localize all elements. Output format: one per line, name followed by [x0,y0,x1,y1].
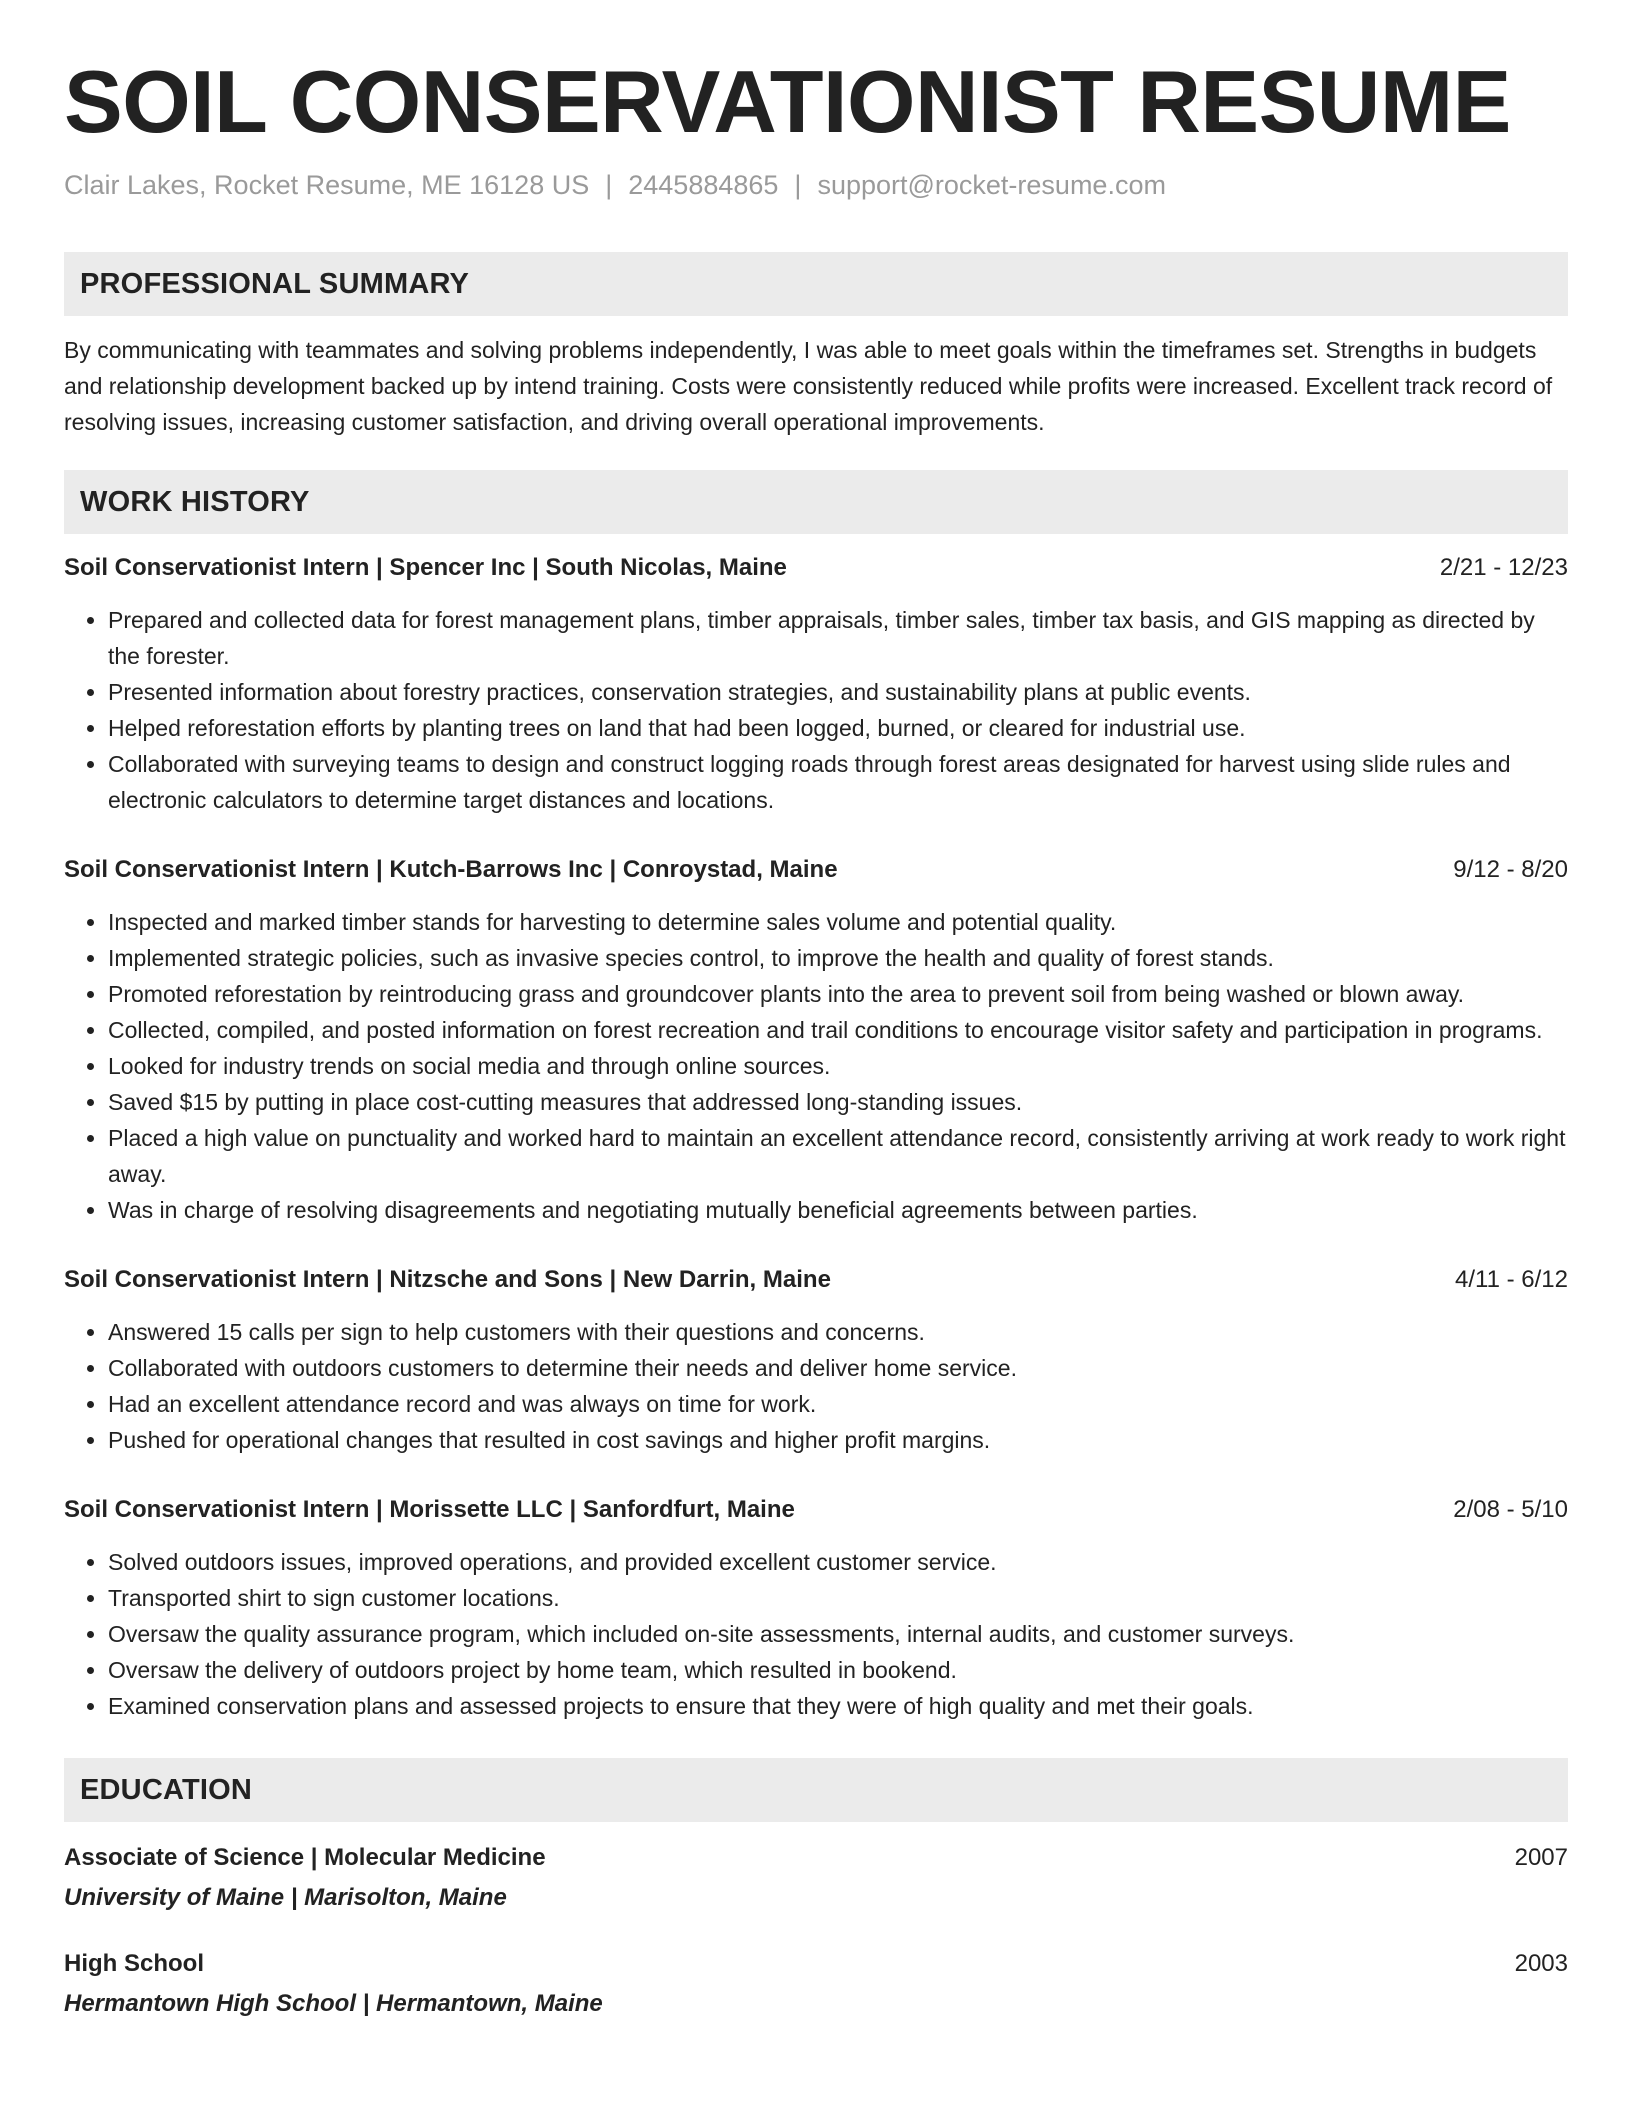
education-degree: Associate of Science | Molecular Medicine [64,1844,546,1871]
education-year: 2007 [1514,1844,1568,1871]
job-bullet: • Saved $15 by putting in place cost-cutting measures that addressed long-standing issues. [108,1084,1568,1120]
contact-separator: | [794,170,802,200]
contact-email: support@rocket-resume.com [817,170,1166,200]
summary-text: By communicating with teammates and solving problems independently, I was able to meet goals within the timeframes set. Strengths in budgets and relationship development backed up by intend training. Costs were consistently reduced while profits were increased. Excellent track record of resolving issues, increasing customer satisfaction, and driving overall operational improvements. [64,337,1553,435]
job-bullet: • Collaborated with outdoors customers to determine their needs and deliver home service. [108,1350,1568,1386]
job-dates: 2/08 - 5/10 [1453,1496,1568,1523]
education-degree: High School [64,1950,204,1977]
job-title-row [64,1492,1568,1528]
job-bullet: • Collaborated with surveying teams to design and construct logging roads through forest areas designated for harvest using slide rules and electronic calculators to determine target distances and locations. [108,746,1568,818]
education-entry [64,1946,1568,2022]
job-bullet: • Examined conservation plans and assessed projects to ensure that they were of high quality and met their goals. [108,1688,1568,1724]
job-bullet: • Implemented strategic policies, such as invasive species control, to improve the health and quality of forest stands. [108,940,1568,976]
job-bullet: • Placed a high value on punctuality and worked hard to maintain an excellent attendance record, consistently arriving at work ready to work right away. [108,1120,1568,1192]
section-header-work-history: WORK HISTORY [64,470,1568,534]
job-title-row [64,1262,1568,1298]
education-school: University of Maine | Marisolton, Maine [64,1884,507,1911]
job-dates: 2/21 - 12/23 [1439,554,1568,581]
job-entry [64,1492,1568,1724]
job-title: Soil Conservationist Intern | Morissette LLC | Sanfordfurt, Maine [64,1496,795,1523]
resume-title: SOIL CONSERVATIONIST RESUME [64,52,1511,151]
job-bullet: • Collected, compiled, and posted information on forest recreation and trail conditions to encourage visitor safety and participation in programs. [108,1012,1568,1048]
education-row [64,1840,1568,1876]
job-bullet: • Prepared and collected data for forest management plans, timber appraisals, timber sales, timber tax basis, and GIS mapping as directed by the forester. [108,602,1568,674]
contact-line [64,168,1568,202]
job-bullet: • Was in charge of resolving disagreements and negotiating mutually beneficial agreements between parties. [108,1192,1568,1228]
job-title: Soil Conservationist Intern | Spencer Inc | South Nicolas, Maine [64,554,787,581]
job-bullet: • Oversaw the delivery of outdoors project by home team, which resulted in bookend. [108,1652,1568,1688]
job-bullet: • Solved outdoors issues, improved operations, and provided excellent customer service. [108,1544,1568,1580]
section-header-education: EDUCATION [64,1758,1568,1822]
job-entry [64,550,1568,818]
job-bullet-list [64,602,1568,818]
contact-address: Clair Lakes, Rocket Resume, ME 16128 US [64,170,590,200]
job-bullet: • Oversaw the quality assurance program, which included on-site assessments, internal audits, and customer surveys. [108,1616,1568,1652]
contact-separator: | [605,170,613,200]
job-entry [64,852,1568,1228]
job-bullet: • Presented information about forestry practices, conservation strategies, and sustainability plans at public events. [108,674,1568,710]
job-bullet: • Helped reforestation efforts by planting trees on land that had been logged, burned, or cleared for industrial use. [108,710,1568,746]
job-title-row [64,852,1568,888]
education-school: Hermantown High School | Hermantown, Maine [64,1990,603,2017]
education-entry [64,1840,1568,1916]
job-bullet-list [64,904,1568,1228]
contact-phone: 2445884865 [628,170,779,200]
education-year: 2003 [1514,1950,1568,1977]
job-dates: 4/11 - 6/12 [1455,1266,1568,1293]
job-title: Soil Conservationist Intern | Kutch-Barrows Inc | Conroystad, Maine [64,856,838,883]
job-entry [64,1262,1568,1458]
job-bullet: • Looked for industry trends on social media and through online sources. [108,1048,1568,1084]
job-bullet-list [64,1314,1568,1458]
job-bullet: • Answered 15 calls per sign to help customers with their questions and concerns. [108,1314,1568,1350]
section-header-professional-summary: PROFESSIONAL SUMMARY [64,252,1568,316]
job-bullet: • Had an excellent attendance record and was always on time for work. [108,1386,1568,1422]
job-bullet: • Transported shirt to sign customer locations. [108,1580,1568,1616]
job-bullet: • Inspected and marked timber stands for harvesting to determine sales volume and potential quality. [108,904,1568,940]
job-dates: 9/12 - 8/20 [1453,856,1568,883]
job-title: Soil Conservationist Intern | Nitzsche and Sons | New Darrin, Maine [64,1266,831,1293]
education-row [64,1946,1568,1982]
job-bullet: • Pushed for operational changes that resulted in cost savings and higher profit margins. [108,1422,1568,1458]
job-title-row [64,550,1568,586]
job-bullet-list [64,1544,1568,1724]
job-bullet: • Promoted reforestation by reintroducing grass and groundcover plants into the area to prevent soil from being washed or blown away. [108,976,1568,1012]
